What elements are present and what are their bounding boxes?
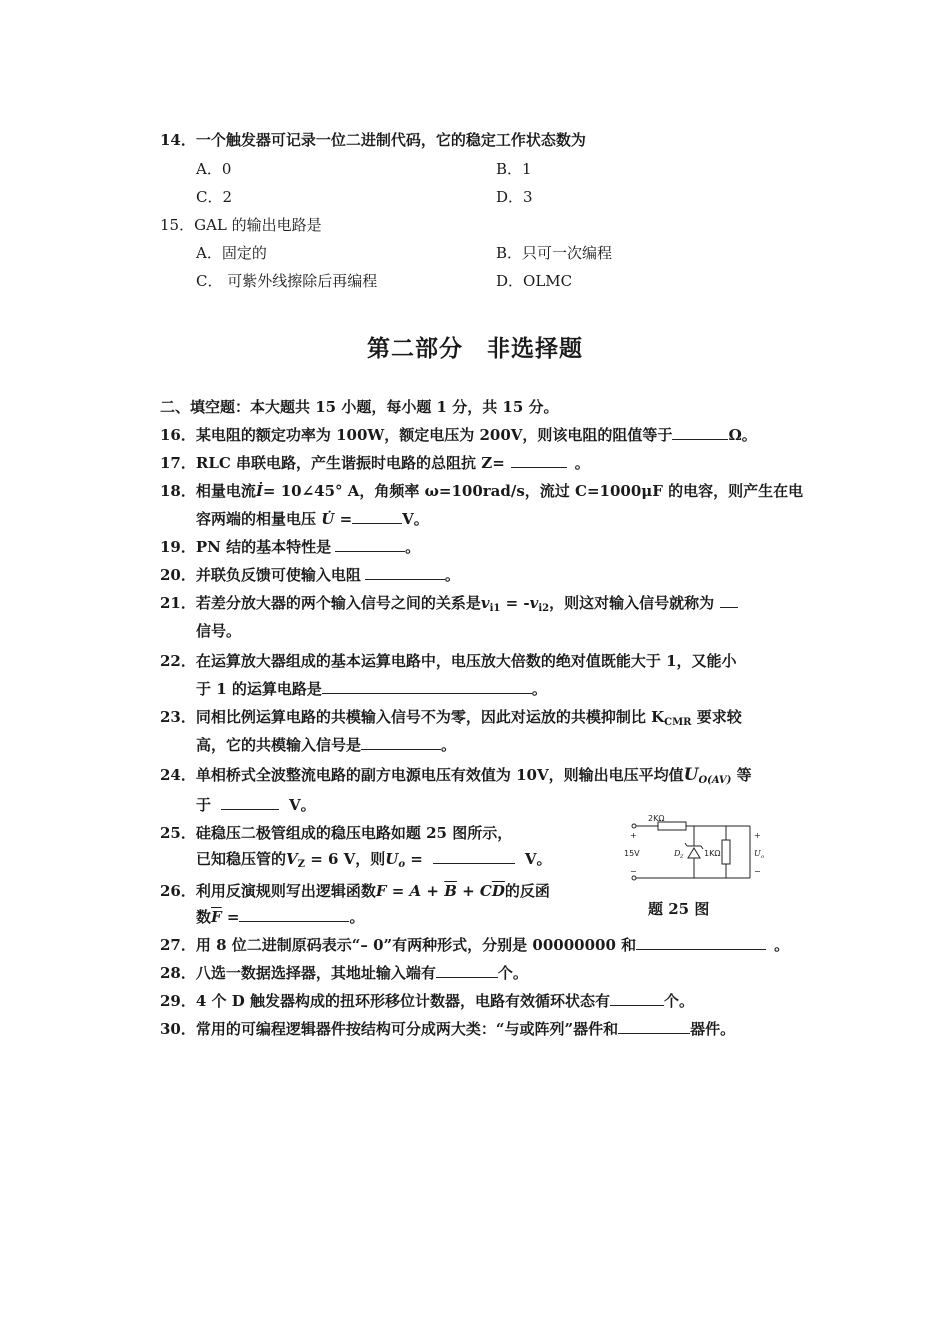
q18-text: 18．相量电流	[160, 482, 256, 500]
q21-text-post: ，则这对输入信号就称为	[549, 594, 715, 612]
q24-line2-text: 于	[196, 796, 212, 814]
q26-fbar: $\overline{F}$	[211, 908, 222, 926]
q15-option-b: B．只可一次编程	[496, 244, 613, 262]
q15-option-a: A．固定的	[196, 244, 267, 262]
q17	[160, 452, 590, 474]
q21-eq: = -	[500, 594, 530, 612]
figure25-minus-left: −	[630, 867, 637, 876]
q23-line2	[196, 734, 456, 756]
figure25-diode-sub: Z	[680, 854, 684, 860]
figure25-load-label: 1KΩ	[704, 849, 721, 858]
q27	[160, 934, 789, 956]
figure25-caption: 题 25 图	[648, 900, 710, 918]
q14-option-a: A．0	[196, 160, 232, 178]
q21-vi2-sub: i2	[538, 603, 550, 614]
q19	[160, 536, 420, 558]
q26-text-post: 的反函	[504, 882, 550, 900]
figure25-resistor-top	[658, 822, 686, 830]
q21-line2: 信号。	[196, 622, 242, 640]
figure25-minus-right: −	[754, 867, 761, 876]
q17-text: 17．RLC 串联电路，产生谐振时电路的总阻抗 Z=	[160, 454, 505, 472]
q24-unit: V。	[289, 796, 316, 814]
q25-line1: 25．硅稳压二极管组成的稳压电路如题 25 图所示，	[160, 824, 513, 842]
q21-vi2: v	[529, 594, 539, 612]
q28-end: 个。	[497, 964, 528, 982]
q25-uo: U	[385, 850, 399, 868]
q28-blank	[436, 963, 498, 978]
q17-blank	[511, 453, 567, 468]
q29-blank	[610, 991, 664, 1006]
q30-text: 30．常用的可编程逻辑器件按结构可分成两大类：“与或阵列”器件和	[160, 1020, 619, 1038]
q21-blank	[720, 593, 738, 608]
q26-end: 。	[349, 908, 365, 926]
q21-line1	[160, 592, 738, 620]
q19-blank	[335, 537, 405, 552]
q29	[160, 990, 694, 1012]
q29-text: 29．4 个 D 触发器构成的扭环形移位计数器，电路有效循环状态有	[160, 992, 610, 1010]
q25-line2	[196, 848, 551, 876]
q18-current-symbol: İ	[255, 482, 263, 500]
q22-end: 。	[531, 680, 547, 698]
q14-stem: 14．一个触发器可记录一位二进制代码，它的稳定工作状态数为	[160, 131, 586, 149]
q14-option-d: D．3	[496, 188, 533, 206]
q24-line2	[196, 794, 316, 816]
q26-eq: =	[221, 908, 240, 926]
q14-option-b: B．1	[496, 160, 532, 178]
q26-text: 26．利用反演规则写出逻辑函数	[160, 882, 376, 900]
q24-blank	[221, 795, 279, 810]
q15-stem: 15．GAL 的输出电路是	[160, 216, 322, 234]
q17-end: 。	[574, 454, 590, 472]
q25-vz-sub: Z	[297, 859, 305, 870]
q22-blank	[322, 679, 532, 694]
q21-vi1-sub: i1	[489, 603, 501, 614]
q23-kcmr-sub: CMR	[664, 717, 692, 728]
figure25-plus-left: +	[630, 831, 637, 840]
q25-uo-sub: o	[398, 859, 406, 870]
q23-line2-text: 高，它的共模输入信号是	[196, 736, 362, 754]
q30	[160, 1018, 735, 1040]
q28	[160, 962, 528, 984]
q23-blank	[361, 735, 441, 750]
q26-line2	[196, 906, 364, 928]
q25-vz: V	[286, 850, 298, 868]
figure25-plus-right: +	[754, 831, 761, 840]
q19-text: 19．PN 结的基本特性是	[160, 538, 332, 556]
q18-line2	[196, 508, 429, 530]
q26-func-rest: + C	[456, 882, 492, 900]
figure25-output-label: U	[754, 849, 761, 858]
q16	[160, 424, 757, 446]
q20	[160, 564, 460, 586]
figure25-diode-label: D	[674, 849, 681, 858]
q18-eq: =	[334, 510, 353, 528]
q23-text-post: 要求较	[691, 708, 742, 726]
q15-option-d: D．OLMC	[496, 272, 573, 290]
q24-text-post: 等	[731, 766, 752, 784]
q14-option-c: C．2	[196, 188, 233, 206]
q27-end: 。	[774, 936, 790, 954]
q26-func: F = A +	[375, 882, 445, 900]
q22-line2	[196, 678, 547, 700]
part2-title: 第二部分 非选择题	[367, 336, 583, 362]
q18-blank	[352, 509, 402, 524]
q18-unit: V。	[402, 510, 429, 528]
q15-option-c: C． 可紫外线擦除后再编程	[196, 272, 378, 290]
q26-b-bar: $\overline{B}$	[444, 882, 457, 900]
q18-voltage-symbol: U̇	[321, 510, 335, 528]
q25-uo-eq: =	[405, 850, 423, 868]
q29-end: 个。	[664, 992, 695, 1010]
figure25-circuit	[622, 812, 772, 890]
q25-blank	[433, 849, 515, 864]
q16-unit: Ω。	[728, 426, 757, 444]
q24-symbol: U	[683, 765, 699, 785]
q26-line1	[160, 880, 550, 902]
q20-blank	[365, 565, 445, 580]
q26-line2-text: 数	[196, 908, 212, 926]
q24-symbol-sub: O(AV)	[698, 775, 732, 786]
q20-end: 。	[444, 566, 460, 584]
figure25-resistor-top-label: 2KΩ	[648, 814, 665, 823]
q25-vz-value: = 6 V，则	[304, 850, 386, 868]
q24-line1	[160, 764, 752, 792]
q16-blank	[672, 425, 728, 440]
q22-text: 于 1 的运算电路是	[196, 680, 322, 698]
q27-text: 27．用 8 位二进制原码表示“– 0”有两种形式，分别是 00000000 和	[160, 936, 637, 954]
q23-text: 23．同相比例运算电路的共模输入信号不为零，因此对运放的共模抑制比 K	[160, 708, 665, 726]
q24-text: 24．单相桥式全波整流电路的副方电源电压有效值为 10V，则输出电压平均值	[160, 766, 684, 784]
q26-blank	[239, 907, 349, 922]
q18-line1	[160, 480, 803, 502]
q21-vi1: v	[480, 594, 490, 612]
q25-text: 已知稳压管的	[196, 850, 287, 868]
q30-blank	[618, 1019, 690, 1034]
section-header: 二、填空题：本大题共 15 小题，每小题 1 分，共 15 分。	[160, 398, 559, 416]
q26-d-bar: $\overline{D}$	[491, 882, 505, 900]
q18-text-mid: = 10∠45° A，角频率 ω=100rad/s，流过 C=1000μF 的电容，则产生在电	[262, 482, 804, 500]
figure25-source-label: 15V	[624, 849, 640, 858]
figure25-resistor-load	[722, 840, 730, 864]
q19-end: 。	[405, 538, 421, 556]
q28-text: 28．八选一数据选择器，其地址输入端有	[160, 964, 436, 982]
q22-line1: 22．在运算放大器组成的基本运算电路中，电压放大倍数的绝对值既能大于 1，又能小	[160, 652, 737, 670]
q16-text: 16．某电阻的额定功率为 100W，额定电压为 200V，则该电阻的阻值等于	[160, 426, 673, 444]
q27-blank	[636, 935, 766, 950]
q23-end: 。	[441, 736, 457, 754]
q25-unit: V。	[524, 850, 552, 868]
q21-text: 21．若差分放大器的两个输入信号之间的关系是	[160, 594, 481, 612]
q30-end: 器件。	[690, 1020, 736, 1038]
figure25-output-sub: o	[761, 854, 765, 860]
q23-line1	[160, 706, 742, 734]
q20-text: 20．并联负反馈可使输入电阻	[160, 566, 361, 584]
q18-line2-text: 容两端的相量电压	[196, 510, 317, 528]
